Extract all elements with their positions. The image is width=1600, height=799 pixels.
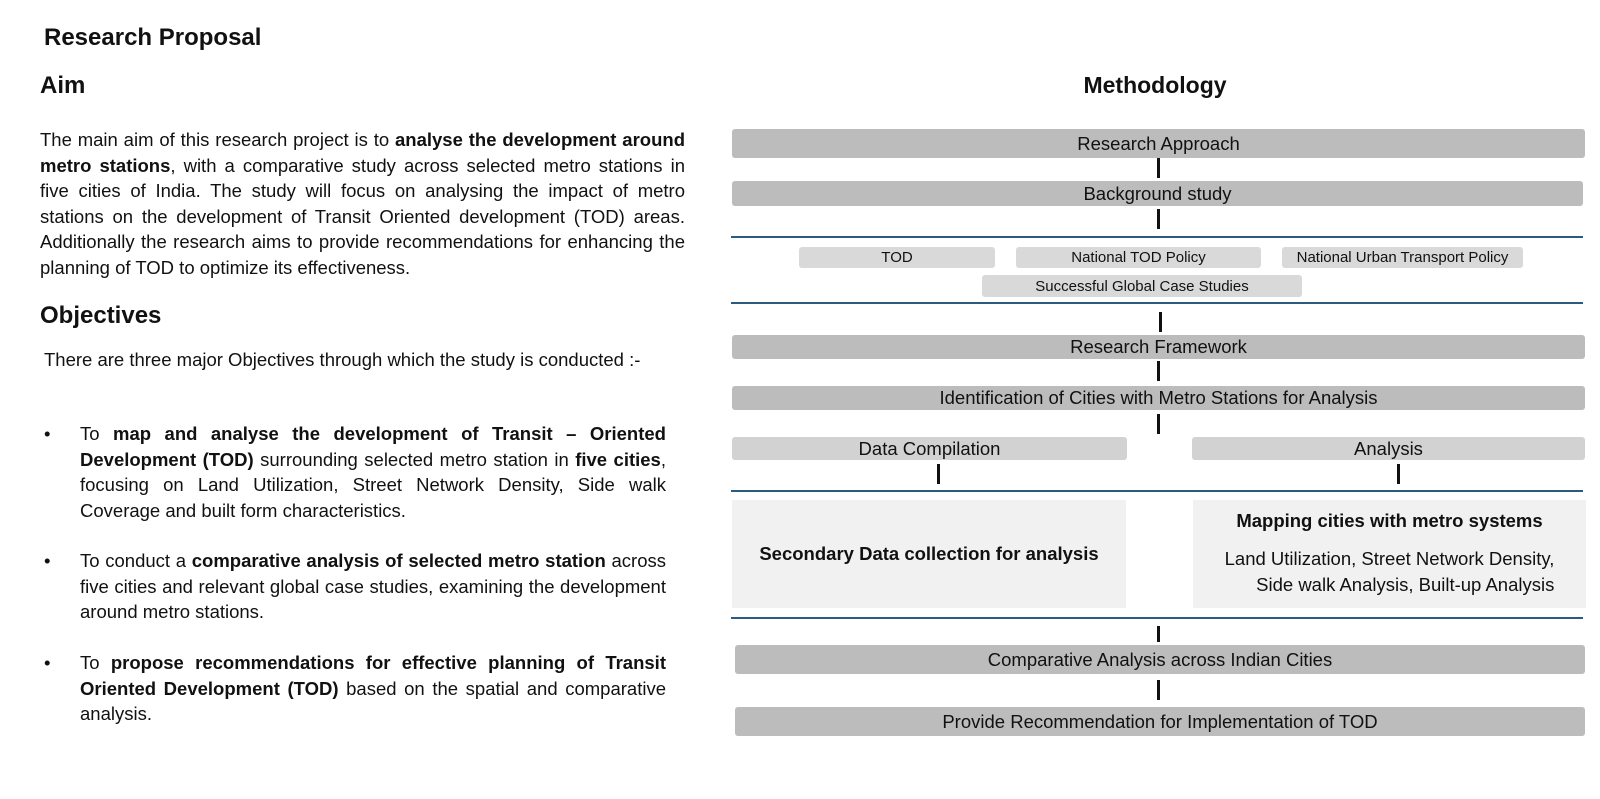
- bg-item-global-case-studies: Successful Global Case Studies: [982, 275, 1302, 297]
- connector-line: [1157, 414, 1160, 434]
- page-title: Research Proposal: [44, 24, 262, 51]
- mapping-panel: [1193, 500, 1586, 608]
- obj1-t1: To: [80, 423, 114, 444]
- obj3-b1: propose recommendations for effective planning of Transit Oriented Development (TOD): [80, 652, 666, 699]
- obj2-b1: comparative analysis of selected metro station: [191, 550, 606, 571]
- data-compilation-box: Data Compilation: [732, 437, 1127, 460]
- objectives-heading: Objectives: [40, 302, 162, 329]
- objective-item-3: [44, 650, 666, 727]
- obj1-t3: , focusing on Land Utilization, Street Network Density, Side walk Coverage and built form characteristics.: [80, 448, 666, 521]
- aim-paragraph: [40, 127, 685, 281]
- objectives-intro: There are three major Objectives through which the study is conducted :-: [44, 349, 641, 370]
- mapping-details: [1225, 546, 1555, 598]
- bullet-icon: •: [44, 423, 51, 444]
- connector-line: [1157, 680, 1160, 700]
- obj2-t1: To conduct a: [80, 550, 192, 571]
- aim-heading: Aim: [40, 72, 86, 99]
- connector-line: [1397, 464, 1400, 484]
- divider-line: [731, 490, 1583, 492]
- identification-box: Identification of Cities with Metro Stations for Analysis: [732, 386, 1585, 410]
- bullet-icon: •: [44, 550, 51, 571]
- obj1-b2: five cities: [575, 448, 661, 470]
- objective-item-2: [44, 548, 666, 625]
- research-approach-box: Research Approach: [732, 129, 1585, 158]
- secondary-data-panel: [732, 500, 1126, 608]
- divider-line: [731, 617, 1583, 619]
- connector-line: [1159, 312, 1162, 332]
- mapping-line-1: Land Utilization, Street Network Density,: [1224, 548, 1555, 569]
- bg-item-nutp: National Urban Transport Policy: [1282, 247, 1523, 268]
- comparative-analysis-box: Comparative Analysis across Indian Cities: [735, 645, 1585, 674]
- secondary-data-label: Secondary Data collection for analysis: [759, 543, 1099, 564]
- connector-line: [1157, 158, 1160, 178]
- objective-item-1: [44, 421, 666, 523]
- bg-item-national-tod-policy: National TOD Policy: [1016, 247, 1261, 268]
- connector-line: [1157, 361, 1160, 381]
- research-framework-box: Research Framework: [732, 335, 1585, 359]
- aim-text-rest: , with a comparative study across selected metro stations in five cities of India. The study will focus on analysing the impact of metro stations on the development of Transit Oriented development (TOD) areas. Additionally the research aims to provide recommendations for enhancing the planning of TOD to optimize its effectiveness.: [40, 154, 685, 278]
- obj1-b1: map and analyse the development of Transit – Oriented Development (TOD): [80, 423, 666, 470]
- bg-item-tod: TOD: [799, 247, 995, 268]
- aim-text-prefix: The main aim of this research project is to: [40, 129, 395, 150]
- aim-text-bold: analyse the development around metro stations: [40, 129, 685, 176]
- obj1-t2: surrounding selected metro station in: [253, 448, 576, 470]
- bullet-icon: •: [44, 652, 51, 673]
- divider-line: [731, 236, 1583, 238]
- recommendation-box: Provide Recommendation for Implementation of TOD: [735, 707, 1585, 736]
- obj3-t2: based on the spatial and comparative analysis.: [80, 677, 666, 725]
- analysis-box: Analysis: [1192, 437, 1585, 460]
- connector-line: [1157, 209, 1160, 229]
- mapping-line-2: Side walk Analysis, Built-up Analysis: [1256, 574, 1555, 595]
- connector-line: [1157, 626, 1160, 642]
- mapping-title: Mapping cities with metro systems: [1236, 510, 1543, 531]
- obj3-t1: To: [80, 652, 111, 673]
- obj2-t2: across five cities and relevant global case studies, examining the development around metro stations.: [80, 550, 667, 623]
- background-study-box: Background study: [732, 181, 1583, 206]
- methodology-title: Methodology: [1083, 72, 1227, 98]
- connector-line: [937, 464, 940, 484]
- divider-line: [731, 302, 1583, 304]
